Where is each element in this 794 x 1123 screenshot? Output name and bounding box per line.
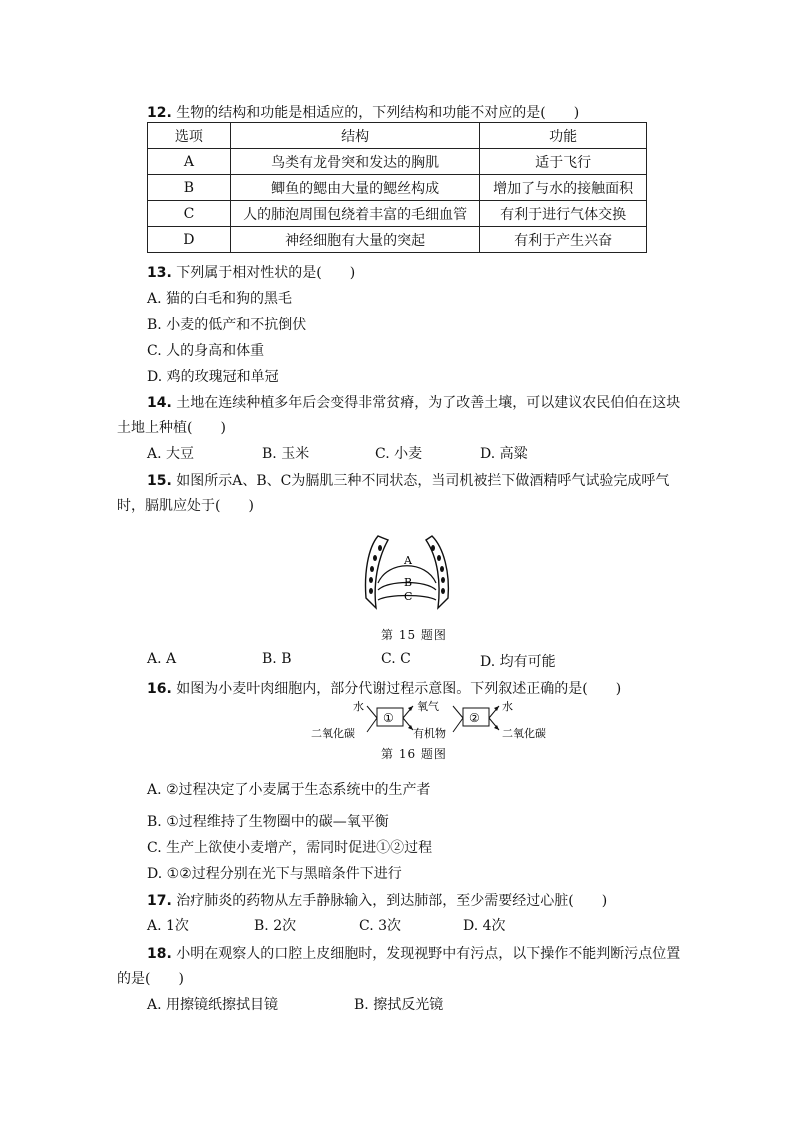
table-header-row <box>148 123 647 149</box>
table-cell: 鸟类有龙骨突和发达的胸肌 <box>230 149 479 175</box>
table-cell: 神经细胞有大量的突起 <box>230 227 479 253</box>
process-2-label: ② <box>469 711 480 725</box>
table-row <box>148 175 647 201</box>
diagram-co2-left: 二氧化碳 <box>311 727 355 740</box>
arrowhead <box>494 725 499 730</box>
table-row <box>148 227 647 253</box>
diagram-water-left: 水 <box>353 700 364 713</box>
question-text-continued: 土地上种植( ) <box>117 420 226 436</box>
table-cell: A <box>148 149 231 175</box>
arrowhead <box>494 706 499 711</box>
question-text: 下列属于相对性状的是( ) <box>176 265 356 281</box>
arrow-line <box>453 706 463 718</box>
rib-dot <box>431 545 435 551</box>
option-a: A. 猫的白毛和狗的黑毛 <box>147 291 293 307</box>
diagram-water-right: 水 <box>502 700 513 713</box>
arrowhead <box>408 706 413 711</box>
table-cell: 适于飞行 <box>480 149 647 175</box>
table-cell: 人的肺泡周围包绕着丰富的毛细血管 <box>230 201 479 227</box>
question-text: 如图为小麦叶肉细胞内，部分代谢过程示意图。下列叙述正确的是( ) <box>176 681 622 697</box>
table-cell: B <box>148 175 231 201</box>
option-d: D. 高粱 <box>480 446 528 462</box>
rib-dot <box>437 555 441 561</box>
q16-stem <box>147 678 621 698</box>
question-text: 小明在观察人的口腔上皮细胞时，发现视野中有污点，以下操作不能判断污点位置 <box>176 946 681 962</box>
figure-label-b: B <box>404 576 413 589</box>
diagram-oxygen: 氧气 <box>417 700 439 713</box>
question-number: 12. <box>147 105 172 121</box>
diagram-organic: 有机物 <box>413 727 446 740</box>
question-number: 18. <box>147 946 172 962</box>
metabolism-diagram <box>305 696 575 741</box>
option-d: D. 4次 <box>463 918 506 934</box>
option-b: B. 小麦的低产和不抗倒伏 <box>147 317 307 333</box>
option-a: A. A <box>147 651 177 667</box>
question-text: 治疗肺炎的药物从左手静脉输入，到达肺部，至少需要经过心脏( ) <box>176 893 608 909</box>
figure-caption: 第 16 题图 <box>381 747 447 761</box>
option-c: C. C <box>381 651 411 667</box>
table-cell: 鲫鱼的鳃由大量的鳃丝构成 <box>230 175 479 201</box>
option-c: C. 3次 <box>359 918 402 934</box>
option-b: B. 2次 <box>254 918 297 934</box>
option-a: A. ②过程决定了小麦属于生态系统中的生产者 <box>147 782 431 798</box>
rib-dot <box>440 566 444 572</box>
question-number: 15. <box>147 473 172 489</box>
rib-dot <box>441 588 445 594</box>
rib-dot <box>369 588 373 594</box>
q12-table <box>147 122 647 253</box>
arrow-line <box>453 718 463 732</box>
diaphragm-figure <box>360 528 460 618</box>
question-number: 13. <box>147 265 172 281</box>
option-b: B. B <box>262 651 292 667</box>
option-a: A. 1次 <box>147 918 189 934</box>
table-row <box>148 149 647 175</box>
table-cell: 有利于进行气体交换 <box>480 201 647 227</box>
rib-dot <box>373 555 377 561</box>
table-cell: 增加了与水的接触面积 <box>480 175 647 201</box>
option-d: D. 均有可能 <box>480 654 556 670</box>
q17-stem <box>147 890 607 910</box>
q18-stem <box>147 943 680 963</box>
table-header: 选项 <box>148 123 231 149</box>
option-b: B. 擦拭反光镜 <box>354 997 444 1013</box>
rib-dot <box>441 577 445 583</box>
question-number: 14. <box>147 395 172 411</box>
option-b: B. 玉米 <box>262 446 310 462</box>
rib-dot <box>369 577 373 583</box>
arrow-line <box>367 718 377 732</box>
option-b: B. ①过程维持了生物圈中的碳—氧平衡 <box>147 814 389 830</box>
table-header: 结构 <box>230 123 479 149</box>
table-row <box>148 201 647 227</box>
option-d: D. 鸡的玫瑰冠和单冠 <box>147 369 279 385</box>
question-text: 如图所示A、B、C为膈肌三种不同状态，当司机被拦下做酒精呼气试验完成呼气 <box>176 473 670 489</box>
q15-stem <box>147 470 669 490</box>
figure-label-c: C <box>404 590 413 603</box>
arrow-line <box>367 706 377 718</box>
option-c: C. 人的身高和体重 <box>147 343 265 359</box>
option-a: A. 大豆 <box>147 446 195 462</box>
option-d: D. ①②过程分别在光下与黑暗条件下进行 <box>147 866 402 882</box>
rib-dot <box>378 545 382 551</box>
question-number: 16. <box>147 681 172 697</box>
figure-caption: 第 15 题图 <box>381 628 447 642</box>
rib-dot <box>370 566 374 572</box>
diagram-co2-right: 二氧化碳 <box>502 727 546 740</box>
question-text-continued: 时，膈肌应处于( ) <box>117 498 254 514</box>
question-text: 生物的结构和功能是相适应的，下列结构和功能不对应的是( ) <box>176 105 580 121</box>
question-number: 17. <box>147 893 172 909</box>
table-cell: C <box>148 201 231 227</box>
figure-label-a: A <box>404 554 412 567</box>
table-cell: 有利于产生兴奋 <box>480 227 647 253</box>
q12-stem <box>147 102 579 122</box>
table-header: 功能 <box>480 123 647 149</box>
option-c: C. 小麦 <box>375 446 423 462</box>
q13-stem <box>147 262 355 282</box>
table-cell: D <box>148 227 231 253</box>
option-a: A. 用擦镜纸擦拭目镜 <box>147 997 279 1013</box>
q14-stem <box>147 392 680 412</box>
question-text: 土地在连续种植多年后会变得非常贫瘠，为了改善土壤，可以建议农民伯伯在这块 <box>176 395 681 411</box>
question-text-continued: 的是( ) <box>117 971 184 987</box>
process-1-label: ① <box>383 711 394 725</box>
option-c: C. 生产上欲使小麦增产，需同时促进①②过程 <box>147 840 433 856</box>
